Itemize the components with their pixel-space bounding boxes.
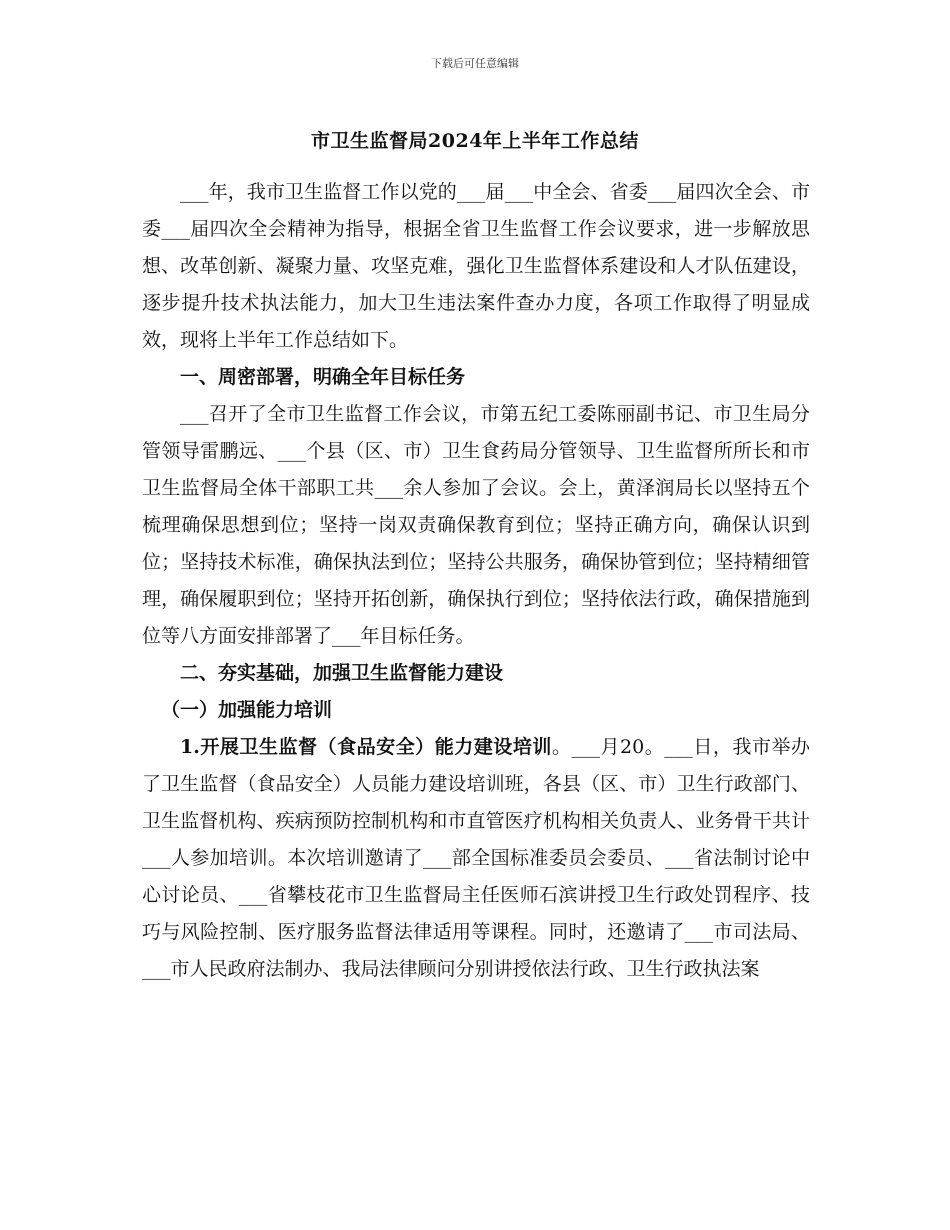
section-2-heading: 二、夯实基础，加强卫生监督能力建设	[180, 662, 504, 684]
intro-paragraph: ___年，我市卫生监督工作以党的___届___中全会、省委___届四次全会、市委___届四次全会精神为指导，根据全省卫生监督工作会议要求，进一步解放思想、改革创新、凝聚力量、攻坚克难，强化卫生监督体系建设和人才队伍建设，逐步提升技术执法能力，加大卫生违法案件查办力度，各项工作取得了明显成效，现将上半年工作总结如下。	[142, 181, 810, 351]
header-note: 下载后可任意编辑	[431, 57, 519, 70]
document-title: 市卫生监督局2024年上半年工作总结	[311, 130, 639, 152]
document-body	[142, 174, 810, 988]
section-1-paragraph: ___召开了全市卫生监督工作会议，市第五纪工委陈丽副书记、市卫生局分管领导雷鹏远、___个县（区、市）卫生食药局分管领导、卫生监督所所长和市卫生监督局全体干部职工共___余人参加了会议。会上，黄泽润局长以坚持五个梳理确保思想到位；坚持一岗双责确保教育到位；坚持正确方向，确保认识到位；坚持技术标准，确保执法到位；坚持公共服务，确保协管到位；坚持精细管理，确保履职到位；坚持开拓创新，确保执行到位；坚持依法行政，确保措施到位等八方面安排部署了___年目标任务。	[142, 403, 810, 647]
section-1-heading: 一、周密部署，明确全年目标任务	[180, 366, 466, 388]
item-1-paragraph	[142, 729, 810, 988]
item-1-body: 。___月20。___日，我市举办了卫生监督（食品安全）人员能力建设培训班，各县（区、市）卫生行政部门、卫生监督机构、疾病预防控制机构和市直管医疗机构相关负责人、业务骨干共计___人参加培训。本次培训邀请了___部全国标准委员会委员、___省法制讨论中心讨论员、___省攀枝花市卫生监督局主任医师石滨讲授卫生行政处罚程序、技巧与风险控制、医疗服务监督法律适用等课程。同时，还邀请了___市司法局、___市人民政府法制办、我局法律顾问分别讲授依法行政、卫生行政执法案	[142, 736, 810, 980]
item-1-title: 1.开展卫生监督（食品安全）能力建设培训	[180, 736, 552, 758]
subsection-1-heading: （一）加强能力培训	[161, 699, 333, 721]
